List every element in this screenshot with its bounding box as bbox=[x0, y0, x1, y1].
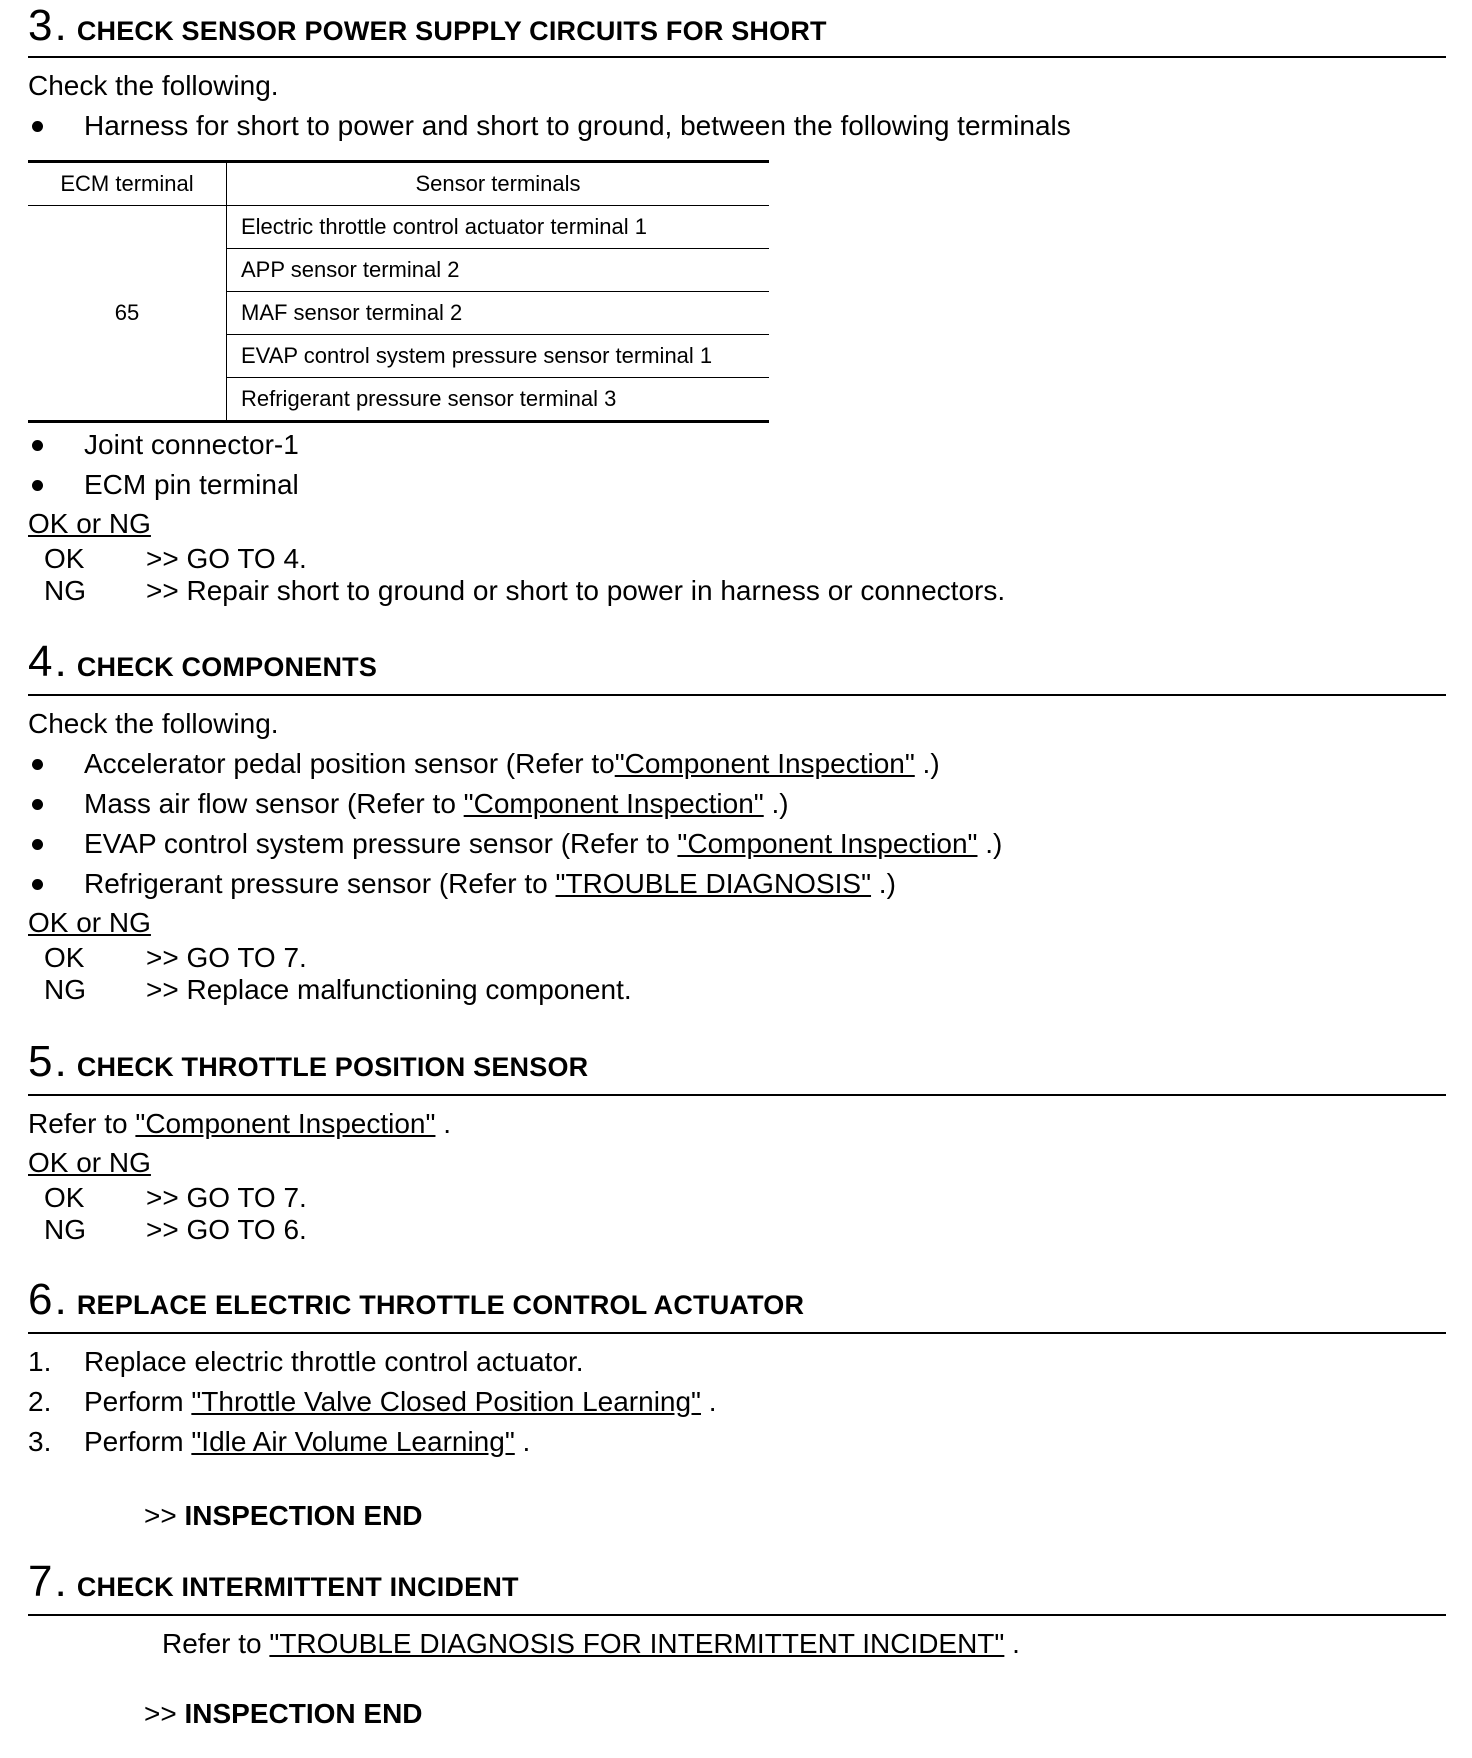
component-inspection-link[interactable]: "Component Inspection" bbox=[614, 748, 915, 779]
step-number: 7 bbox=[28, 1557, 53, 1606]
end-text: INSPECTION END bbox=[184, 1500, 423, 1531]
bullet-icon bbox=[32, 121, 43, 132]
ok-or-ng-label: OK or NG bbox=[28, 508, 151, 539]
list-item bbox=[28, 465, 1446, 505]
header-sensor-terminals: Sensor terminals bbox=[227, 162, 770, 206]
item-text: Harness for short to power and short to ground, between the following terminals bbox=[84, 110, 1071, 141]
bullet-icon bbox=[32, 799, 43, 810]
throttle-learning-link[interactable]: "Throttle Valve Closed Position Learning" bbox=[191, 1386, 701, 1417]
list-item bbox=[28, 744, 1446, 784]
result-ng bbox=[28, 1214, 1446, 1246]
item-text: Perform bbox=[84, 1426, 192, 1457]
item-text-suffix: .) bbox=[871, 868, 896, 899]
result-code: NG bbox=[44, 575, 86, 606]
item-text-suffix: .) bbox=[914, 748, 940, 779]
sensor-terminal-cell: EVAP control system pressure sensor terminal 1 bbox=[227, 335, 770, 378]
result-ng bbox=[28, 974, 1446, 1006]
trouble-diagnosis-link[interactable]: "TROUBLE DIAGNOSIS" bbox=[555, 868, 872, 899]
refer-prefix: Refer to bbox=[28, 1108, 136, 1139]
result-text: >> GO TO 4. bbox=[146, 543, 307, 574]
step-5-heading bbox=[28, 1037, 1446, 1096]
idle-air-learning-link[interactable]: "Idle Air Volume Learning" bbox=[191, 1426, 515, 1457]
list-item bbox=[28, 425, 1446, 465]
step-6-heading bbox=[28, 1275, 1446, 1334]
result-code: OK bbox=[44, 942, 85, 973]
item-text-suffix: .) bbox=[977, 828, 1003, 859]
step-title: REPLACE ELECTRIC THROTTLE CONTROL ACTUATOR bbox=[76, 1290, 805, 1320]
end-arrow: >> bbox=[144, 1500, 185, 1531]
component-inspection-link[interactable]: "Component Inspection" bbox=[677, 828, 978, 859]
list-item bbox=[28, 824, 1446, 864]
table-header-row bbox=[28, 162, 769, 206]
list-item bbox=[28, 106, 1446, 146]
header-ecm-terminal: ECM terminal bbox=[28, 162, 227, 206]
check-list bbox=[28, 744, 1446, 904]
list-item bbox=[28, 784, 1446, 824]
step-number: 3 bbox=[28, 1, 53, 50]
refer-text bbox=[28, 1104, 1446, 1144]
step-number: 6 bbox=[28, 1275, 53, 1324]
step-title: CHECK THROTTLE POSITION SENSOR bbox=[76, 1052, 589, 1082]
result-text: >> GO TO 7. bbox=[146, 942, 307, 973]
step-dot: . bbox=[56, 1288, 65, 1321]
step-title: CHECK INTERMITTENT INCIDENT bbox=[76, 1572, 519, 1602]
table-row bbox=[28, 206, 769, 249]
result-ok bbox=[28, 942, 1446, 974]
step-7 bbox=[28, 1557, 1446, 1730]
result-text: >> GO TO 6. bbox=[146, 1214, 307, 1245]
step-7-heading bbox=[28, 1557, 1446, 1616]
step-number: 5 bbox=[28, 1037, 53, 1086]
procedure-list bbox=[28, 1342, 1446, 1462]
item-text: Perform bbox=[84, 1386, 192, 1417]
item-text: Joint connector-1 bbox=[84, 429, 299, 460]
step-index: 3. bbox=[28, 1426, 52, 1457]
result-code: OK bbox=[44, 1182, 85, 1213]
step-dot: . bbox=[56, 1570, 65, 1603]
item-text-suffix: . bbox=[701, 1386, 717, 1417]
refer-suffix: . bbox=[435, 1108, 452, 1139]
item-text: ECM pin terminal bbox=[84, 469, 299, 500]
terminal-table bbox=[28, 160, 769, 423]
item-text: Replace electric throttle control actuator. bbox=[84, 1346, 584, 1377]
component-inspection-link[interactable]: "Component Inspection" bbox=[135, 1108, 436, 1139]
ecm-terminal-value: 65 bbox=[28, 206, 227, 422]
step-title: CHECK SENSOR POWER SUPPLY CIRCUITS FOR SHORT bbox=[76, 16, 827, 46]
result-code: NG bbox=[44, 1214, 86, 1245]
bullet-icon bbox=[32, 759, 43, 770]
result-ng bbox=[28, 575, 1446, 607]
end-text: INSPECTION END bbox=[184, 1698, 423, 1729]
result-code: NG bbox=[44, 974, 86, 1005]
bullet-icon bbox=[32, 480, 43, 491]
step-3 bbox=[28, 1, 1446, 607]
list-item bbox=[28, 864, 1446, 904]
item-text: EVAP control system pressure sensor (Refer to bbox=[84, 828, 678, 859]
item-text: Refrigerant pressure sensor (Refer to bbox=[84, 868, 556, 899]
check-list bbox=[28, 106, 1446, 146]
step-6 bbox=[28, 1275, 1446, 1532]
result-ok bbox=[28, 543, 1446, 575]
refer-prefix: Refer to bbox=[162, 1628, 270, 1659]
ok-or-ng-label: OK or NG bbox=[28, 1147, 151, 1178]
bullet-icon bbox=[32, 839, 43, 850]
inspection-end bbox=[28, 1698, 1446, 1730]
step-dot: . bbox=[56, 1050, 65, 1083]
intro-text: Check the following. bbox=[28, 70, 279, 101]
step-dot: . bbox=[56, 14, 65, 47]
item-text-suffix: . bbox=[514, 1426, 531, 1457]
list-item bbox=[28, 1382, 1446, 1422]
step-number: 4 bbox=[28, 637, 53, 686]
sensor-terminal-cell: Refrigerant pressure sensor terminal 3 bbox=[227, 378, 770, 422]
step-index: 2. bbox=[28, 1386, 52, 1417]
step-title: CHECK COMPONENTS bbox=[76, 652, 378, 682]
intro-text: Check the following. bbox=[28, 708, 279, 739]
result-ok bbox=[28, 1182, 1446, 1214]
refer-text bbox=[28, 1624, 1446, 1664]
sensor-terminal-cell: Electric throttle control actuator terminal 1 bbox=[227, 206, 770, 249]
step-4 bbox=[28, 637, 1446, 1006]
sensor-terminal-cell: APP sensor terminal 2 bbox=[227, 249, 770, 292]
bullet-icon bbox=[32, 879, 43, 890]
step-4-heading bbox=[28, 637, 1446, 696]
result-text: >> GO TO 7. bbox=[146, 1182, 307, 1213]
list-item bbox=[28, 1422, 1446, 1462]
refer-suffix: . bbox=[1004, 1628, 1020, 1659]
item-text: Accelerator pedal position sensor (Refer to bbox=[84, 748, 615, 779]
step-3-heading bbox=[28, 1, 1446, 58]
result-text: >> Repair short to ground or short to power in harness or connectors. bbox=[146, 575, 1006, 606]
step-dot: . bbox=[56, 650, 65, 683]
step-index: 1. bbox=[28, 1346, 52, 1377]
result-text: >> Replace malfunctioning component. bbox=[146, 974, 632, 1005]
list-item bbox=[28, 1342, 1446, 1382]
end-arrow: >> bbox=[144, 1698, 185, 1729]
component-inspection-link[interactable]: "Component Inspection" bbox=[463, 788, 764, 819]
result-code: OK bbox=[44, 543, 85, 574]
step-5 bbox=[28, 1037, 1446, 1246]
item-text-suffix: .) bbox=[763, 788, 789, 819]
item-text: Mass air flow sensor (Refer to bbox=[84, 788, 464, 819]
intermittent-incident-link[interactable]: "TROUBLE DIAGNOSIS FOR INTERMITTENT INCIDENT" bbox=[269, 1628, 1005, 1659]
sensor-terminal-cell: MAF sensor terminal 2 bbox=[227, 292, 770, 335]
inspection-end bbox=[28, 1500, 1446, 1532]
check-list-more bbox=[28, 425, 1446, 505]
ok-or-ng-label: OK or NG bbox=[28, 907, 151, 938]
bullet-icon bbox=[32, 440, 43, 451]
